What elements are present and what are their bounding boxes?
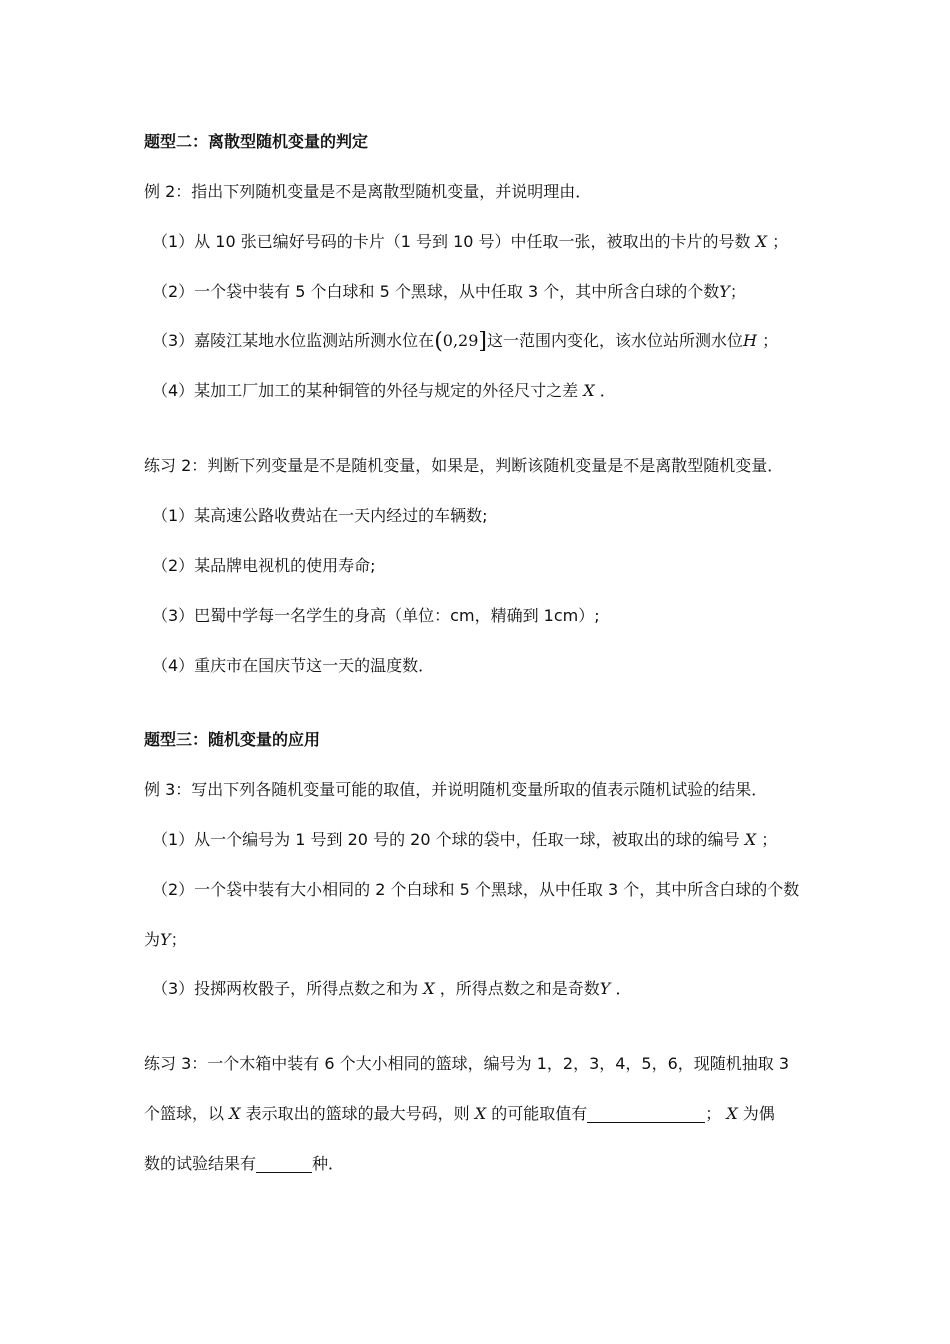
- example2-item-4: [152, 379, 832, 403]
- item-text: （1）从 10 张已编好号码的卡片（1 号到 10 号）中任取一张，被取出的卡片的号数: [152, 232, 751, 251]
- item-text: （1）从一个编号为 1 号到 20 号的 20 个球的袋中，任取一球，被取出的球的编号: [152, 830, 740, 849]
- variable-y: Y: [599, 979, 611, 998]
- item-end: ；: [729, 282, 746, 301]
- answer-blank-1[interactable]: [587, 1104, 705, 1123]
- item-text: （4）某加工厂加工的某种铜管的外径与规定的外径尺寸之差: [152, 381, 579, 400]
- interval-left-bracket: (: [434, 329, 443, 354]
- item-text: （2）一个袋中装有 5 个白球和 5 个黑球，从中任取 3 个，其中所含白球的个数: [152, 282, 720, 301]
- item-end: ．: [615, 979, 632, 998]
- text: 个篮球，以: [144, 1104, 225, 1123]
- text: 为偶: [742, 1104, 775, 1123]
- practice2-item-2: （2）某品牌电视机的使用寿命;: [152, 556, 376, 575]
- variable-x: X: [423, 979, 435, 998]
- example3-item-3: [152, 977, 832, 1001]
- text: 的可能取值有: [491, 1104, 588, 1123]
- practice3-line-2: [144, 1102, 824, 1126]
- text: 表示取出的篮球的最大号码，则: [245, 1104, 470, 1123]
- item-text: （3）嘉陵江某地水位监测站所测水位在: [152, 331, 435, 350]
- practice2-item-3: （3）巴蜀中学每一名学生的身高（单位：cm，精确到 1cm）;: [152, 606, 600, 625]
- practice2-item-4: （4）重庆市在国庆节这一天的温度数．: [152, 656, 435, 675]
- variable-y: Y: [160, 930, 171, 949]
- section3-heading: 题型三：随机变量的应用: [144, 730, 321, 749]
- text: 数的试验结果有: [144, 1154, 257, 1173]
- item-end: ；: [761, 830, 778, 849]
- practice3-line-3: [144, 1152, 824, 1176]
- practice2-stem: 练习 2：判断下列变量是不是随机变量，如果是，判断该随机变量是不是离散型随机变量．: [144, 456, 784, 475]
- example2-item-3: [152, 329, 832, 354]
- variable-x: X: [755, 232, 767, 251]
- example3-stem: 例 3：写出下列各随机变量可能的取值，并说明随机变量所取的值表示随机试验的结果．: [144, 780, 768, 799]
- item-text-2: ，所得点数之和是奇数: [439, 979, 600, 998]
- variable-x: X: [744, 830, 757, 849]
- item-text-2: 这一范围内变化，该水位站所测水位: [487, 331, 744, 350]
- item-text: 为: [144, 930, 161, 949]
- practice2-item-1: （1）某高速公路收费站在一天内经过的车辆数;: [152, 506, 488, 525]
- section2-heading: 题型二：离散型随机变量的判定: [144, 132, 369, 151]
- item-end: ；: [762, 331, 779, 350]
- practice3-line-1: 练习 3：一个木箱中装有 6 个大小相同的篮球，编号为 1，2，3，4，5，6，现随机抽取 3: [144, 1054, 790, 1073]
- variable-h: H: [743, 331, 757, 350]
- variable-x: X: [229, 1104, 241, 1123]
- example2-stem: 例 2：指出下列随机变量是不是离散型随机变量，并说明理由．: [144, 182, 592, 201]
- item-end: ；: [170, 930, 187, 949]
- variable-x: X: [474, 1104, 487, 1123]
- example2-item-2: [152, 280, 832, 304]
- text: 种．: [312, 1154, 345, 1173]
- example3-item-2: （2）一个袋中装有大小相同的 2 个白球和 5 个黑球，从中任取 3 个，其中所含白球的个数: [152, 880, 800, 899]
- item-end: ；: [772, 232, 789, 251]
- variable-y: Y: [719, 282, 730, 301]
- interval-right-bracket: ]: [478, 329, 487, 354]
- example3-item-2-cont: [144, 928, 824, 952]
- item-text: （3）投掷两枚骰子，所得点数之和为: [152, 979, 419, 998]
- variable-x: X: [726, 1104, 738, 1123]
- variable-x: X: [583, 381, 595, 400]
- example3-item-1: [152, 828, 832, 852]
- answer-blank-2[interactable]: [256, 1154, 312, 1173]
- example2-item-1: [152, 230, 832, 254]
- text: ；: [705, 1104, 722, 1123]
- interval-values: 0,29: [442, 331, 479, 350]
- item-end: ．: [599, 381, 616, 400]
